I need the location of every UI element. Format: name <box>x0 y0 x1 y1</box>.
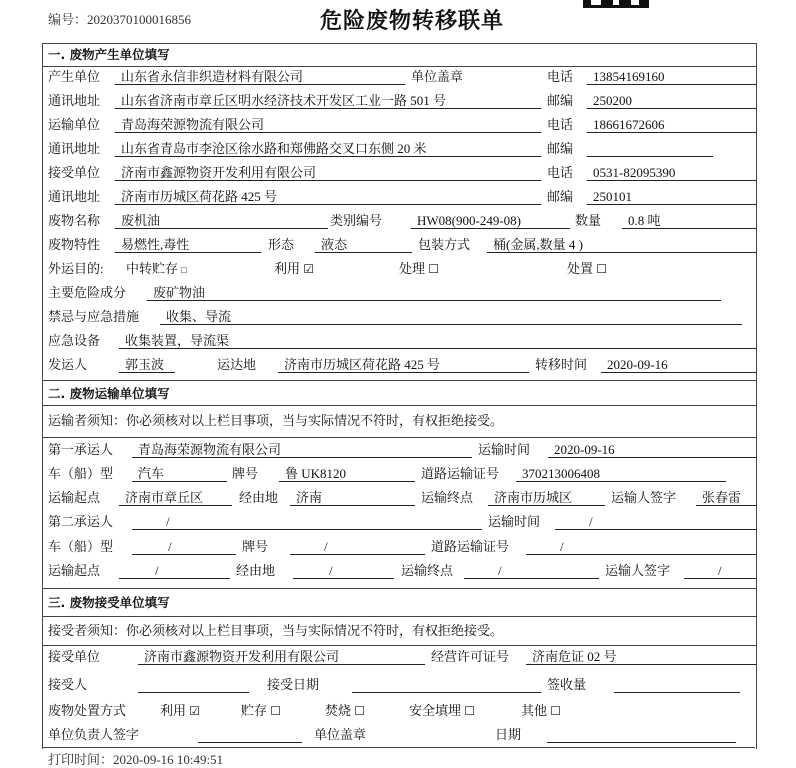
property-field[interactable]: 易燃性,毒性 <box>115 236 261 253</box>
carrier1-end-field[interactable]: 济南市历城区 <box>488 489 605 506</box>
carrier1-label: 第一承运人 <box>48 442 114 457</box>
checkbox-icon[interactable]: ☐ <box>464 704 476 718</box>
divider <box>42 645 756 646</box>
option-label: 安全填埋 <box>409 703 462 718</box>
license-field[interactable]: 济南危证 02 号 <box>526 648 756 665</box>
end-label: 运输终点 <box>421 490 474 505</box>
phone-label: 电话 <box>547 117 574 132</box>
form-label: 形态 <box>268 237 295 252</box>
transport-notice: 运输者须知：你必须核对以上栏目事项，当与实际情况不符时，有权拒绝接受。 <box>48 413 504 428</box>
carrier1-plate-field[interactable]: 鲁 UK8120 <box>279 465 415 482</box>
head-sign-label: 单位负责人签字 <box>48 727 140 742</box>
checkbox-icon[interactable]: □ <box>181 265 187 275</box>
option-label: 处置 <box>567 261 594 276</box>
time-label: 运输时间 <box>478 442 531 457</box>
qr-code <box>583 0 649 8</box>
section-2-heading: 二. 废物运输单位填写 <box>48 386 170 401</box>
hazard-field[interactable]: 废矿物油 <box>147 284 721 301</box>
section-3-heading: 三. 废物接受单位填写 <box>48 595 170 610</box>
waste-name-label: 废物名称 <box>48 213 101 228</box>
method-landfill[interactable] <box>409 702 475 720</box>
amount-label: 签收量 <box>547 677 587 692</box>
via-label: 经由地 <box>239 490 279 505</box>
sign-label: 运输人签字 <box>605 563 671 578</box>
purpose-treatment[interactable] <box>399 260 439 278</box>
option-label: 贮存 <box>241 703 268 718</box>
head-sign-field[interactable] <box>198 726 302 743</box>
waste-name-field[interactable]: 废机油 <box>115 212 328 229</box>
amount-field[interactable] <box>614 676 740 693</box>
divider <box>42 380 756 381</box>
serial-label: 编号： <box>48 12 88 27</box>
carrier1-start-field[interactable]: 济南市章丘区 <box>119 489 232 506</box>
property-label: 废物特性 <box>48 237 101 252</box>
plate-label: 牌号 <box>242 539 269 554</box>
receiver-zip-field[interactable]: 250101 <box>587 188 756 205</box>
receiver-addr-field[interactable]: 济南市历城区荷花路 425 号 <box>115 188 541 205</box>
addr-label: 通讯地址 <box>48 189 101 204</box>
carrier2-vehicle-field[interactable]: / <box>132 538 236 555</box>
purpose-disposal[interactable] <box>567 260 607 278</box>
page-title: 危险废物转移联单 <box>320 9 505 34</box>
phone-label: 电话 <box>547 69 574 84</box>
addr-label: 通讯地址 <box>48 141 101 156</box>
purpose-transfer-storage[interactable] <box>126 260 187 278</box>
section-1-heading: 一. 废物产生单位填写 <box>48 47 170 62</box>
checkbox-icon[interactable]: ☐ <box>596 262 608 276</box>
start-label: 运输起点 <box>48 490 101 505</box>
day-field[interactable] <box>547 726 736 743</box>
dest-label: 运达地 <box>217 357 257 372</box>
divider <box>42 588 756 589</box>
taboo-label: 禁忌与应急措施 <box>48 309 140 324</box>
carrier1-via-field[interactable]: 济南 <box>290 489 415 506</box>
carrier2-time-field[interactable]: / <box>555 513 756 530</box>
person-label: 接受人 <box>48 677 88 692</box>
purpose-utilization[interactable] <box>274 260 314 278</box>
option-label: 焚烧 <box>325 703 352 718</box>
dest-field[interactable]: 济南市历城区荷花路 425 号 <box>278 356 529 373</box>
pack-label: 包装方式 <box>418 237 471 252</box>
carrier1-permit-field[interactable]: 370213006408 <box>516 465 726 482</box>
purpose-label: 外运目的: <box>48 261 104 276</box>
phone-label: 电话 <box>547 165 574 180</box>
receiver-label: 接受单位 <box>48 165 101 180</box>
carrier2-via-field[interactable]: / <box>293 562 394 579</box>
carrier2-sign-field[interactable]: / <box>684 562 756 579</box>
carrier2-permit-field[interactable]: / <box>526 538 756 555</box>
qty-label: 数量 <box>575 213 602 228</box>
option-label: 处理 <box>399 261 426 276</box>
print-time-label: 打印时间： <box>48 752 114 767</box>
transporter-addr-field[interactable]: 山东省青岛市李沧区徐水路和郑佛路交叉口东侧 20 米 <box>115 140 541 157</box>
vehicle-label: 车（船）型 <box>48 539 114 554</box>
carrier1-vehicle-field[interactable]: 汽车 <box>132 465 227 482</box>
time-label: 运输时间 <box>488 514 541 529</box>
carrier2-start-field[interactable]: / <box>119 562 230 579</box>
equip-label: 应急设备 <box>48 333 101 348</box>
receive-date-field[interactable] <box>352 676 541 693</box>
start-label: 运输起点 <box>48 563 101 578</box>
form-field[interactable]: 液态 <box>315 236 412 253</box>
permit-label: 道路运输证号 <box>421 466 500 481</box>
option-label: 利用 <box>160 703 187 718</box>
producer-label: 产生单位 <box>48 69 101 84</box>
sign-label: 运输人签字 <box>611 490 677 505</box>
divider <box>42 66 756 67</box>
checkbox-icon[interactable]: ☐ <box>550 704 562 718</box>
method-label: 废物处置方式 <box>48 703 127 718</box>
option-label: 利用 <box>274 261 301 276</box>
serial-value: 2020370100016856 <box>87 12 192 27</box>
carrier2-end-field[interactable]: / <box>464 562 599 579</box>
receive-date-label: 接受日期 <box>267 677 320 692</box>
carrier1-sign-field[interactable]: 张春雷 <box>696 489 756 506</box>
checkbox-icon[interactable]: ☐ <box>270 704 282 718</box>
checkbox-checked-icon[interactable]: ☑ <box>189 704 201 718</box>
producer-addr-field[interactable]: 山东省济南市章丘区明水经济技术开发区工业一路 501 号 <box>115 92 541 109</box>
transporter-zip-field[interactable] <box>587 140 713 157</box>
seal-label: 单位盖章 <box>411 69 464 84</box>
divider <box>42 616 756 617</box>
transfer-date-label: 转移时间 <box>535 357 588 372</box>
receiver-field[interactable]: 济南市鑫源物资开发利用有限公司 <box>115 164 541 181</box>
qty-field[interactable]: 0.8 吨 <box>622 212 756 229</box>
checkbox-icon[interactable]: ☐ <box>354 704 366 718</box>
divider <box>42 747 755 748</box>
shipper-label: 发运人 <box>48 357 88 372</box>
carrier2-plate-field[interactable]: / <box>290 538 425 555</box>
receiver-person-field[interactable] <box>138 676 249 693</box>
license-label: 经营许可证号 <box>431 649 510 664</box>
method-utilization[interactable] <box>160 702 200 720</box>
seal-label: 单位盖章 <box>314 727 367 742</box>
serial-number <box>48 11 191 29</box>
receiving-unit-field[interactable]: 济南市鑫源物资开发利用有限公司 <box>138 648 425 665</box>
option-label: 其他 <box>521 703 548 718</box>
transporter-phone-field[interactable]: 18661672606 <box>587 116 756 133</box>
transfer-date-field[interactable]: 2020-09-16 <box>601 356 756 373</box>
transport-label: 运输单位 <box>48 117 101 132</box>
zip-label: 邮编 <box>547 189 574 204</box>
equip-field[interactable]: 收集装置，导流渠 <box>119 332 756 349</box>
category-field[interactable]: HW08(900-249-08) <box>411 212 570 229</box>
print-time <box>48 751 223 768</box>
zip-label: 邮编 <box>547 93 574 108</box>
plate-label: 牌号 <box>232 466 259 481</box>
permit-label: 道路运输证号 <box>431 539 510 554</box>
category-label: 类别编号 <box>330 213 383 228</box>
shipper-field[interactable]: 郭玉波 <box>119 356 175 373</box>
carrier1-time-field[interactable]: 2020-09-16 <box>548 441 756 458</box>
day-label: 日期 <box>495 727 522 742</box>
transporter-field[interactable]: 青岛海荣源物流有限公司 <box>115 116 541 133</box>
method-incineration[interactable] <box>325 702 365 720</box>
receiver-notice: 接受者须知：你必须核对以上栏目事项，当与实际情况不符时，有权拒绝接受。 <box>48 623 504 638</box>
producer-zip-field[interactable]: 250200 <box>587 92 756 109</box>
end-label: 运输终点 <box>401 563 454 578</box>
hazard-label: 主要危险成分 <box>48 285 127 300</box>
receiver-phone-field[interactable]: 0531-82095390 <box>587 164 756 181</box>
checkbox-icon[interactable]: ☐ <box>428 262 440 276</box>
pack-field[interactable]: 桶(金属,数量 4 ) <box>487 236 756 253</box>
vehicle-label: 车（船）型 <box>48 466 114 481</box>
divider <box>42 405 756 406</box>
option-label: 中转贮存 <box>126 261 179 276</box>
method-storage[interactable] <box>241 702 281 720</box>
carrier2-field[interactable]: / <box>132 513 482 530</box>
carrier2-label: 第二承运人 <box>48 514 114 529</box>
taboo-field[interactable]: 收集、导流 <box>160 308 742 325</box>
carrier1-field[interactable]: 青岛海荣源物流有限公司 <box>132 441 472 458</box>
zip-label: 邮编 <box>547 141 574 156</box>
via-label: 经由地 <box>236 563 276 578</box>
producer-phone-field[interactable]: 13854169160 <box>587 68 756 85</box>
producer-field[interactable]: 山东省永信非织造材料有限公司 <box>115 68 405 85</box>
addr-label: 通讯地址 <box>48 93 101 108</box>
unit-label: 接受单位 <box>48 649 101 664</box>
print-time-value: 2020-09-16 10:49:51 <box>113 752 224 767</box>
method-other[interactable] <box>521 702 561 720</box>
divider <box>42 437 756 438</box>
checkbox-checked-icon[interactable]: ☑ <box>303 262 315 276</box>
